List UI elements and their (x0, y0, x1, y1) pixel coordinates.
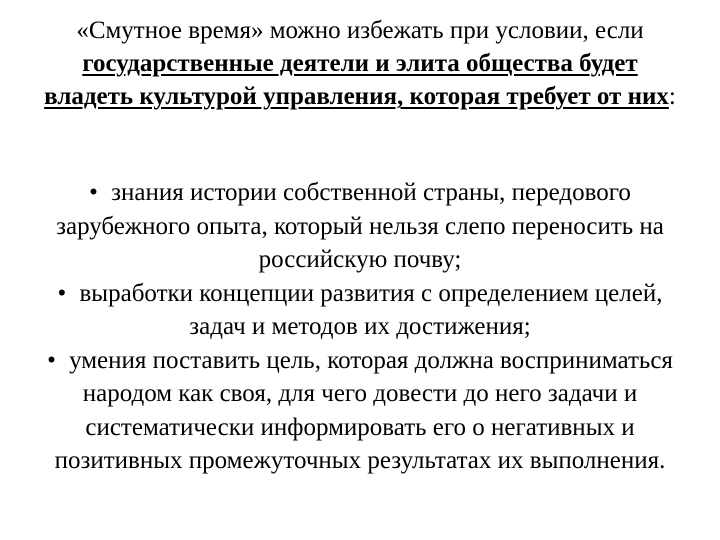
intro-colon: : (668, 83, 676, 110)
intro-emphasis: государственные деятели и элита общества будет владеть культурой управления, которая требует от них (44, 50, 669, 110)
list-item-text: знания истории собственной страны, передового зарубежного опыта, который нельзя слепо переносить на российскую почву; (56, 179, 664, 273)
list-item (40, 176, 680, 277)
list-item (40, 277, 680, 344)
list-item-text: умения поставить цель, которая должна восприниматься народом как своя, для чего довести до него задачи и систематически информировать его о негативных и позитивных промежуточных результатах их выполнения. (54, 346, 673, 474)
bullet-icon: • (57, 279, 67, 307)
list-item (40, 344, 680, 478)
bullet-icon: • (89, 179, 98, 206)
intro-text: «Смутное время» можно избежать при условии, если (76, 17, 644, 44)
bullet-icon: • (47, 346, 56, 374)
list-item-text: выработки концепции развития с определением целей, задач и методов их достижения; (79, 279, 663, 340)
requirements-list (40, 176, 680, 478)
intro-paragraph (40, 14, 680, 113)
